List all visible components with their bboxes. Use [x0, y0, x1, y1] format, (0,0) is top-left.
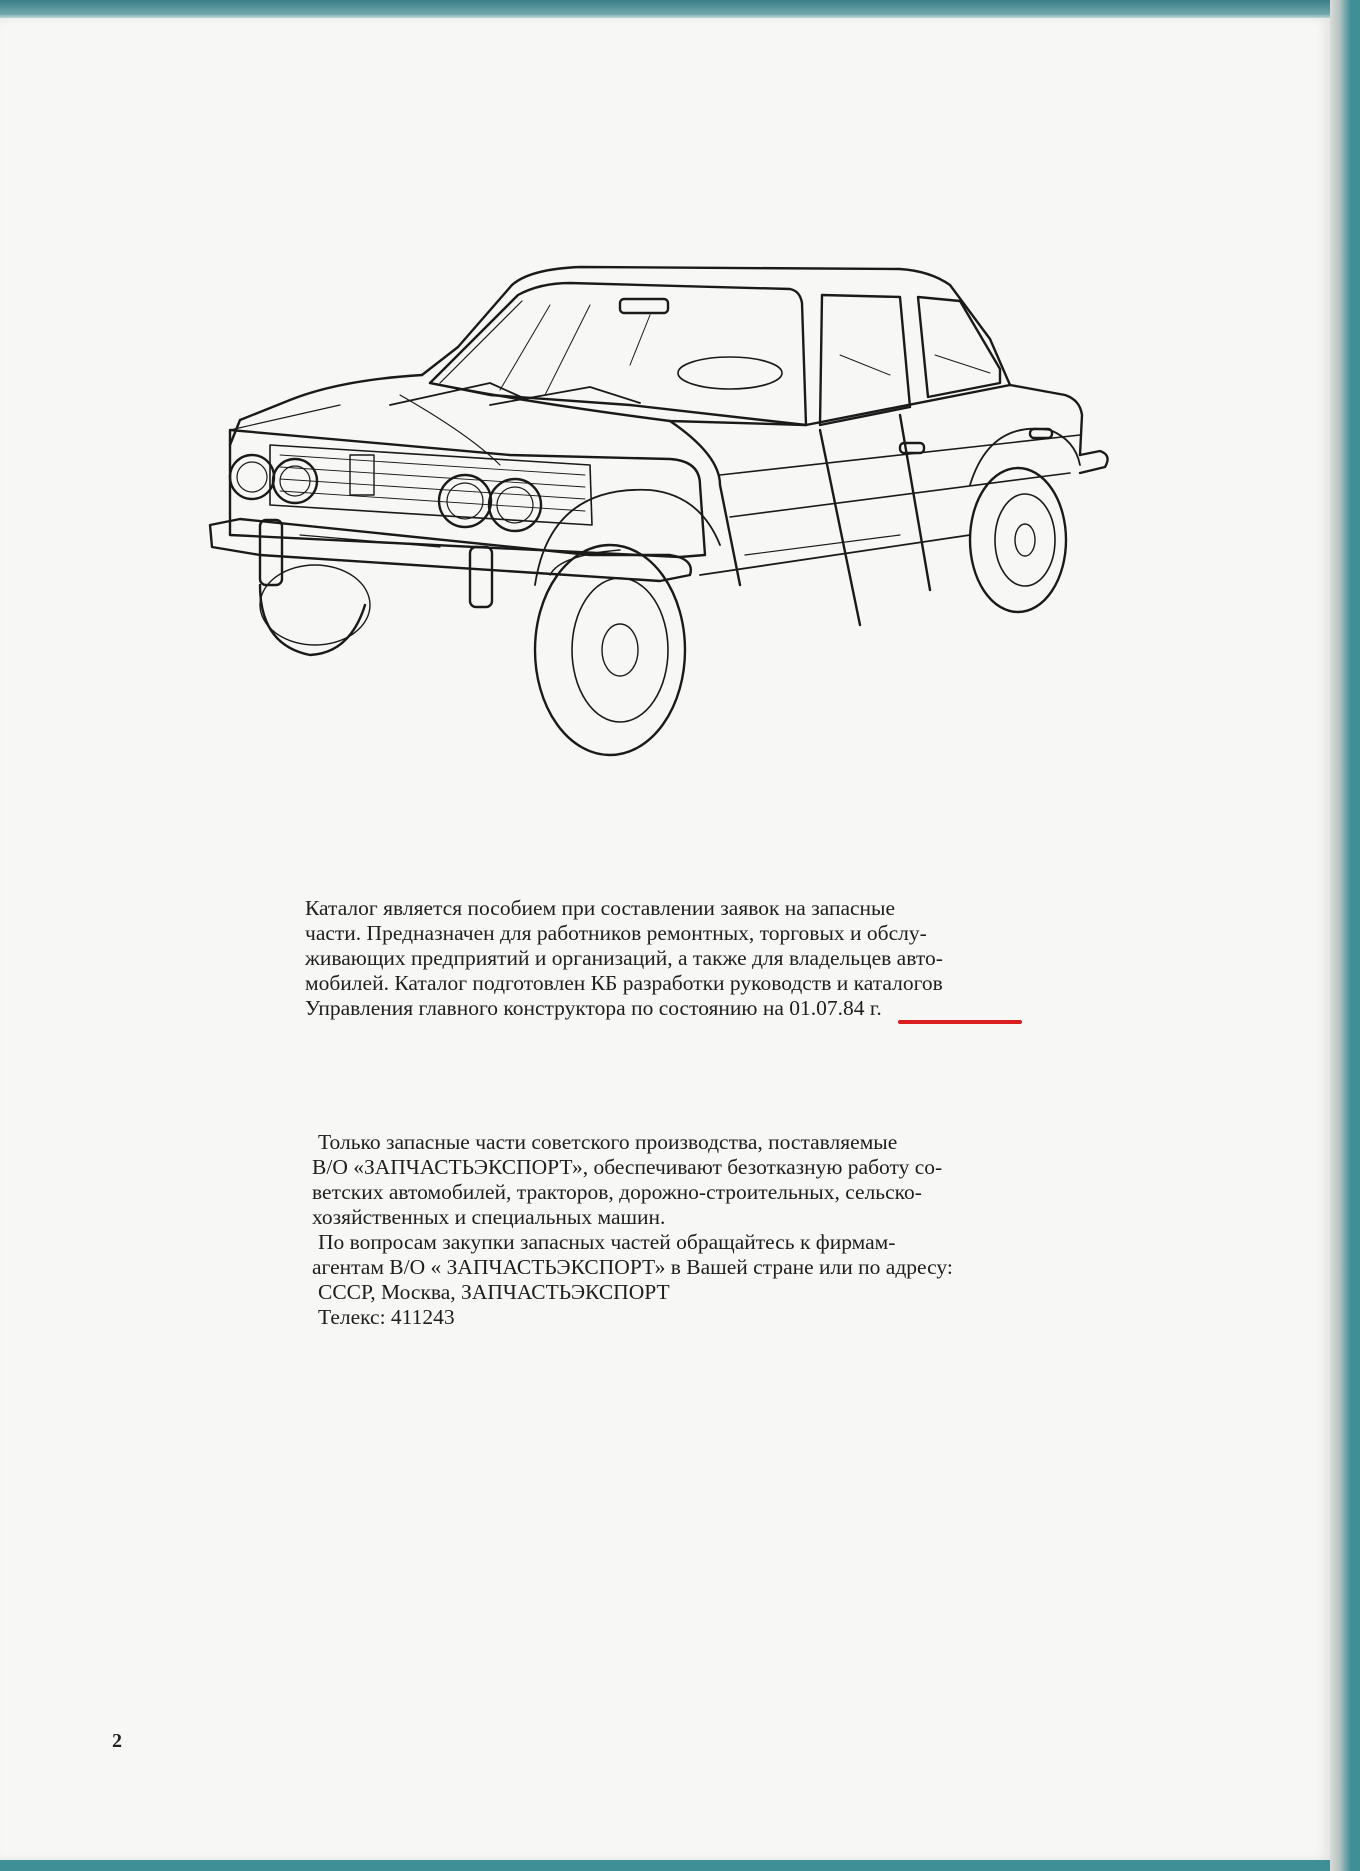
export-info — [312, 1130, 1110, 1330]
export-line: хозяйственных и специальных машин. — [312, 1205, 666, 1229]
description-last-line — [305, 996, 1115, 1021]
date-underline-mark — [898, 1020, 1022, 1024]
binding-edge — [1330, 0, 1360, 1871]
catalog-date: 01.07.84 — [789, 996, 865, 1020]
export-line: ветских автомобилей, тракторов, дорожно-строительных, сельско- — [312, 1180, 922, 1204]
catalog-description — [305, 896, 1115, 1021]
description-last-line-prefix: Управления главного конструктора по состоянию на — [305, 996, 784, 1020]
date-suffix: г. — [869, 996, 882, 1020]
description-line: части. Предназначен для работников ремонтных, торговых и обслу- — [305, 921, 927, 945]
description-line: живающих предприятий и организаций, а также для владельцев авто- — [305, 946, 943, 970]
page-top-edge — [0, 0, 1360, 20]
export-telex: Телекс: 411243 — [318, 1305, 455, 1329]
export-line: В/О «ЗАПЧАСТЬЭКСПОРТ», обеспечивают безотказную работу со- — [312, 1155, 943, 1179]
description-line: Каталог является пособием при составлении заявок на запасные — [305, 896, 896, 920]
export-line: По вопросам закупки запасных частей обращайтесь к фирмам- — [318, 1230, 896, 1254]
page-number: 2 — [112, 1730, 122, 1752]
sedan-car-line-drawing-icon — [200, 255, 1140, 775]
export-line: Только запасные части советского производства, поставляемые — [318, 1130, 898, 1154]
description-line: мобилей. Каталог подготовлен КБ разработки руководств и каталогов — [305, 971, 943, 995]
export-address: СССР, Москва, ЗАПЧАСТЬЭКСПОРТ — [318, 1280, 670, 1304]
export-line: агентам В/О « ЗАПЧАСТЬЭКСПОРТ» в Вашей стране или по адресу: — [312, 1255, 953, 1279]
